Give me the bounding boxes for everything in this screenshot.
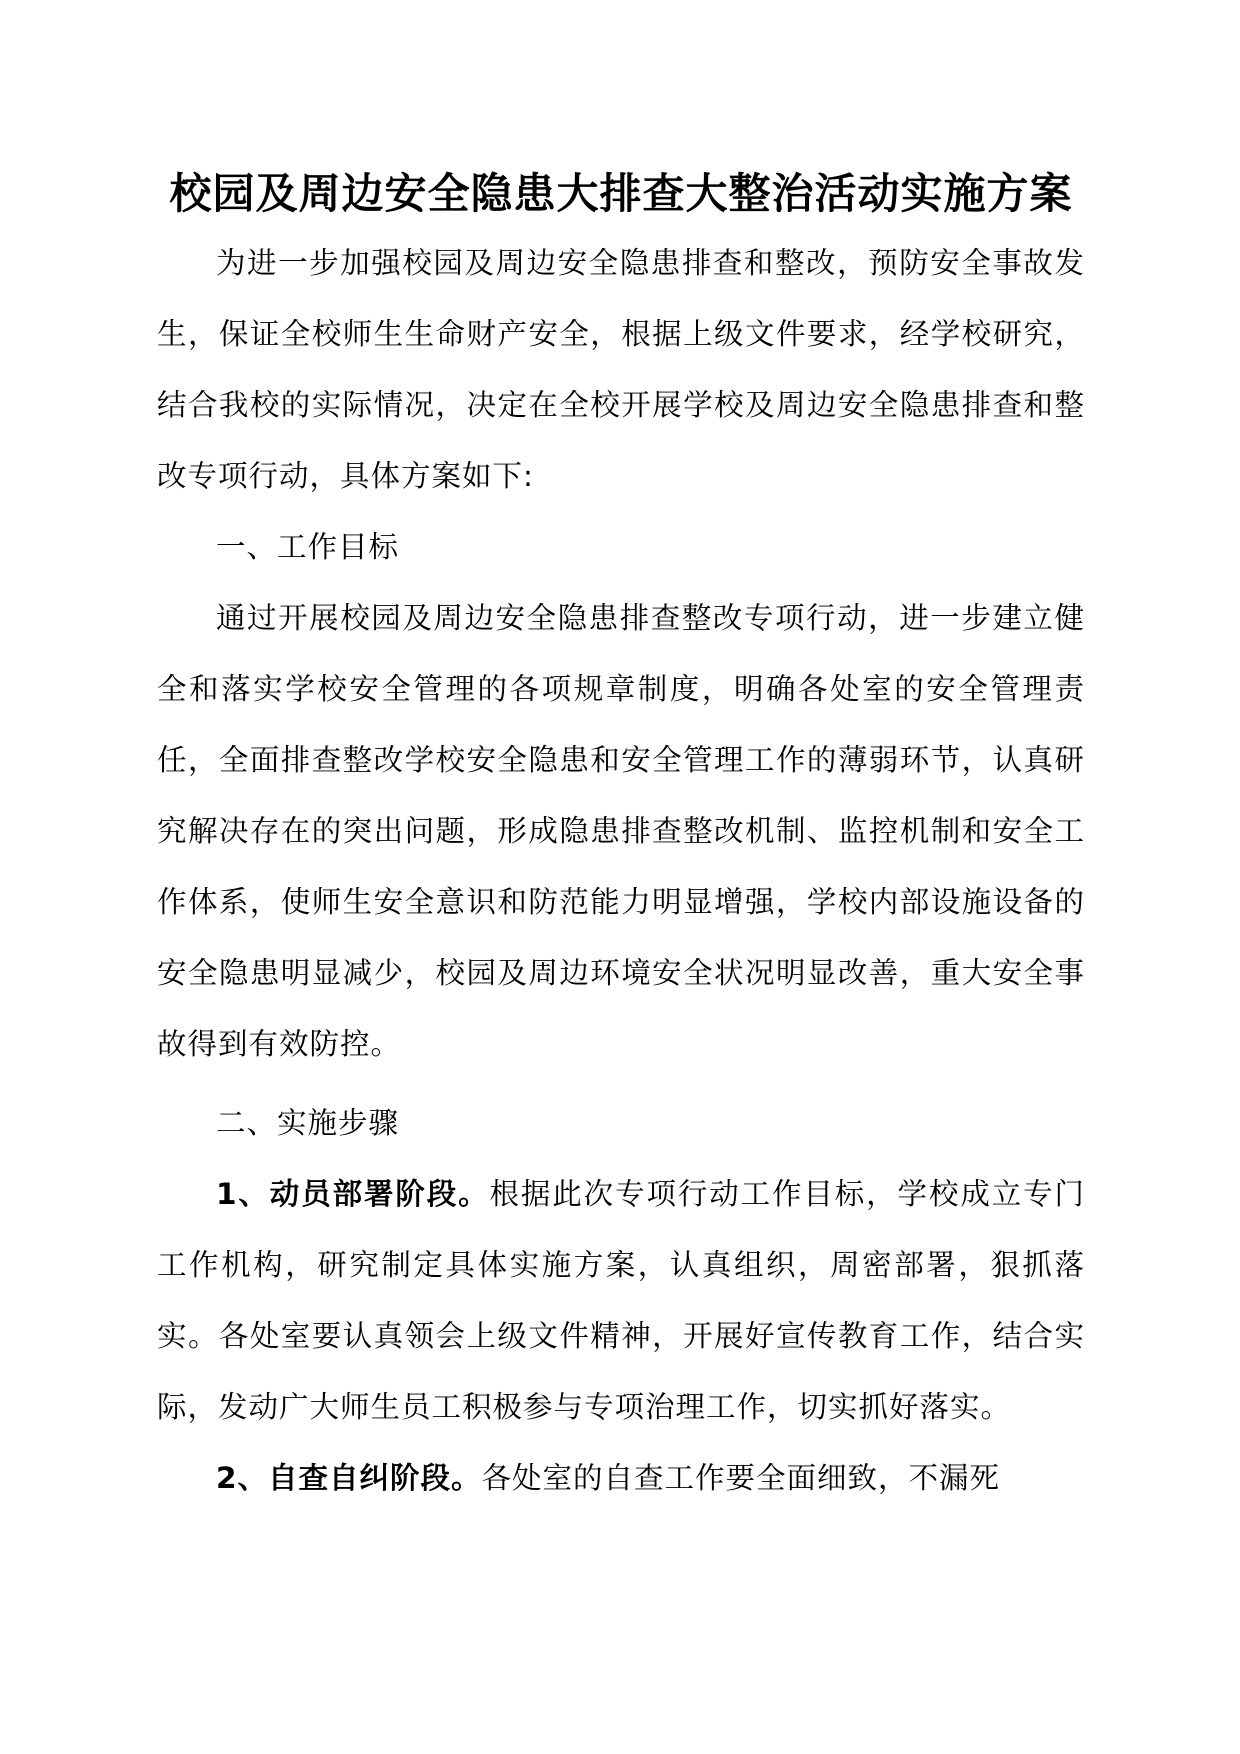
step-lead-2: 2、自查自纠阶段。 (216, 1461, 482, 1495)
step-paragraph-2 (157, 1443, 1085, 1514)
section-heading-goals: 一、工作目标 (216, 530, 400, 564)
section-heading-steps: 二、实施步骤 (216, 1106, 400, 1140)
document-title: 校园及周边安全隐患大排查大整治活动实施方案 (169, 169, 1073, 218)
section-body-goals: 通过开展校园及周边安全隐患排查整改专项行动，进一步建立健全和落实学校安全管理的各项规章制度，明确各处室的安全管理责任，全面排查整改学校安全隐患和安全管理工作的薄弱环节，认真研究解决存在的突出问题，形成隐患排查整改机制、监控机制和安全工作体系，使师生安全意识和防范能力明显增强，学校内部设施设备的安全隐患明显减少，校园及周边环境安全状况明显改善，重大安全事故得到有效防控。 (157, 601, 1085, 1061)
step-text-1: 根据此次专项行动工作目标，学校成立专门工作机构，研究制定具体实施方案，认真组织，周密部署，狠抓落实。各处室要认真领会上级文件精神，开展好宣传教育工作，结合实际，发动广大师生员工积极参与专项治理工作，切实抓好落实。 (157, 1177, 1085, 1424)
step-paragraph-1 (157, 1159, 1085, 1443)
document-page (157, 160, 1085, 1514)
intro-paragraph: 为进一步加强校园及周边安全隐患排查和整改，预防安全事故发生，保证全校师生生命财产安全，根据上级文件要求，经学校研究，结合我校的实际情况，决定在全校开展学校及周边安全隐患排查和整改专项行动，具体方案如下: (157, 246, 1085, 493)
step-lead-1: 1、动员部署阶段。 (216, 1177, 490, 1211)
step-text-2: 各处室的自查工作要全面细致，不漏死 (481, 1461, 1001, 1495)
